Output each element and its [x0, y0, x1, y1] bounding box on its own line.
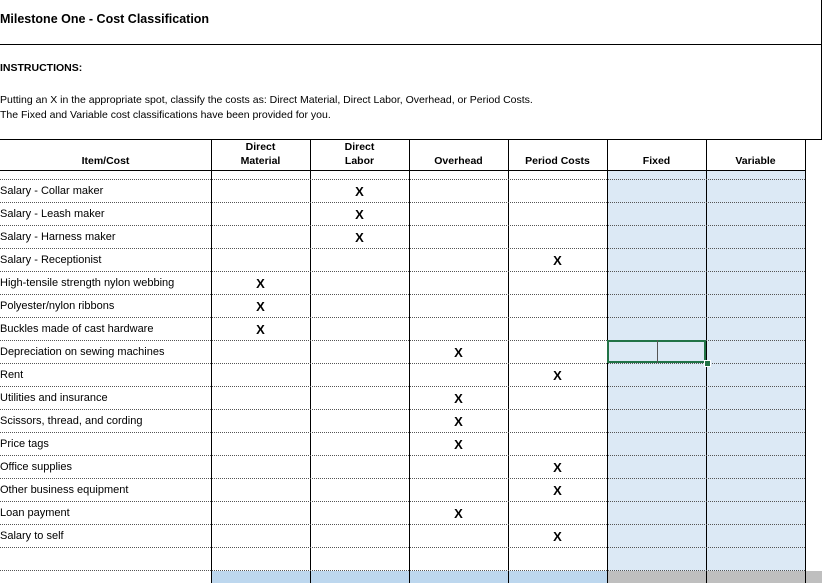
fixed-variable-bottom-band — [608, 571, 822, 583]
item-cost-cell[interactable]: Buckles made of cast hardware — [0, 323, 154, 335]
item-cost-cell[interactable]: Price tags — [0, 438, 49, 450]
x-mark-overhead[interactable]: X — [454, 506, 463, 521]
x-mark-material[interactable]: X — [256, 322, 265, 337]
variable-column-fill — [707, 171, 805, 571]
header-variable-label: Variable — [735, 155, 776, 167]
item-cost-cell[interactable]: Salary - Receptionist — [0, 254, 102, 266]
header-period-costs-label: Period Costs — [525, 155, 590, 167]
item-cost-cell[interactable]: Other business equipment — [0, 484, 129, 496]
instructions-line-1: Putting an X in the appropriate spot, classify the costs as: Direct Material, Direct Labor, Overhead, or Period Costs. — [0, 94, 533, 106]
header-direct-material-line1: Direct — [245, 141, 276, 153]
item-cost-cell[interactable]: Utilities and insurance — [0, 392, 108, 404]
row-separator — [0, 248, 805, 249]
header-overhead-label: Overhead — [434, 155, 483, 167]
item-cost-cell[interactable]: Salary - Leash maker — [0, 208, 105, 220]
sheet-right-border — [821, 0, 822, 140]
item-cost-cell[interactable]: Salary - Collar maker — [0, 185, 104, 197]
header-item-cost-label: Item/Cost — [81, 155, 130, 167]
header-direct-material-line2: Material — [240, 155, 281, 167]
row-separator — [0, 363, 805, 364]
x-mark-period[interactable]: X — [553, 529, 562, 544]
x-mark-material[interactable]: X — [256, 299, 265, 314]
x-mark-period[interactable]: X — [553, 368, 562, 383]
row-separator — [0, 455, 805, 456]
item-cost-cell[interactable]: Depreciation on sewing machines — [0, 346, 165, 358]
fill-handle[interactable] — [704, 360, 711, 367]
header-direct-labor-line1: Direct — [344, 141, 375, 153]
item-cost-cell[interactable]: Office supplies — [0, 461, 72, 473]
header-item-cost[interactable] — [0, 140, 211, 170]
item-cost-cell[interactable]: Rent — [0, 369, 24, 381]
title-divider — [0, 44, 822, 45]
header-direct-material[interactable] — [211, 140, 310, 170]
header-overhead[interactable] — [409, 140, 508, 170]
x-mark-overhead[interactable]: X — [454, 437, 463, 452]
x-mark-labor[interactable]: X — [355, 184, 364, 199]
header-fixed-label: Fixed — [642, 155, 671, 167]
x-mark-period[interactable]: X — [553, 483, 562, 498]
x-mark-overhead[interactable]: X — [454, 345, 463, 360]
header-bottom-border — [0, 170, 805, 171]
x-mark-labor[interactable]: X — [355, 230, 364, 245]
row-separator — [0, 501, 805, 502]
item-cost-cell[interactable]: Salary - Harness maker — [0, 231, 116, 243]
header-direct-labor[interactable] — [310, 140, 409, 170]
instructions-text — [0, 93, 533, 122]
col-border-4 — [508, 140, 509, 583]
row-separator — [0, 547, 805, 548]
x-mark-overhead[interactable]: X — [454, 414, 463, 429]
item-cost-cell[interactable]: Polyester/nylon ribbons — [0, 300, 115, 312]
header-direct-labor-line2: Labor — [344, 155, 375, 167]
row-separator — [0, 524, 805, 525]
row-separator — [0, 294, 805, 295]
x-mark-labor[interactable]: X — [355, 207, 364, 222]
col-border-7 — [805, 140, 806, 583]
x-mark-period[interactable]: X — [553, 253, 562, 268]
row-separator — [0, 386, 805, 387]
instructions-heading: INSTRUCTIONS: — [0, 62, 83, 74]
header-variable[interactable] — [706, 140, 805, 170]
selected-cell-divider — [657, 340, 658, 363]
col-border-1 — [211, 140, 212, 583]
x-mark-material[interactable]: X — [256, 276, 265, 291]
row-separator — [0, 570, 805, 571]
fixed-column-fill — [608, 171, 706, 571]
header-fixed[interactable] — [607, 140, 706, 170]
row-separator — [0, 432, 805, 433]
item-cost-cell[interactable]: Salary to self — [0, 530, 64, 542]
item-cost-cell[interactable]: Loan payment — [0, 507, 70, 519]
sheet-title: Milestone One - Cost Classification — [0, 12, 210, 26]
item-cost-cell[interactable]: Scissors, thread, and cording — [0, 415, 143, 427]
x-mark-overhead[interactable]: X — [454, 391, 463, 406]
x-mark-period[interactable]: X — [553, 460, 562, 475]
header-period-costs[interactable] — [508, 140, 607, 170]
item-cost-cell[interactable]: High-tensile strength nylon webbing — [0, 277, 175, 289]
instructions-line-2: The Fixed and Variable cost classifications have been provided for you. — [0, 108, 331, 121]
